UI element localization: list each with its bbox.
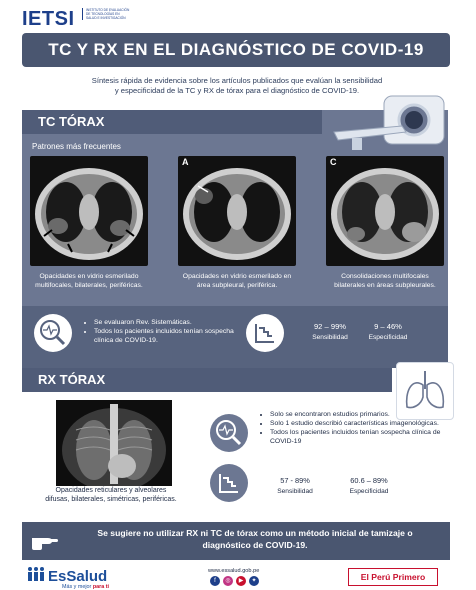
- youtube-icon[interactable]: ▶: [236, 576, 246, 586]
- rx-caption: [26, 486, 196, 504]
- ct-caption-3: [320, 272, 450, 290]
- ct-image-subpleural: [178, 156, 296, 266]
- magnifier-pulse-icon: [34, 314, 72, 352]
- tc-patterns-subtitle: Patrones más frecuentes: [32, 142, 121, 151]
- twitter-icon[interactable]: ✦: [249, 576, 259, 586]
- tc-specificity-value: 9 – 46%: [374, 322, 402, 331]
- magnifier-pulse-icon: [210, 414, 248, 452]
- rx-bullet-3: • Todos los pacientes incluidos tenían sospecha clínica de COVID-19: [270, 428, 450, 446]
- rx-caption-line-1: Opacidades reticulares y alveolares: [55, 487, 167, 494]
- ct-image-consolidation: [326, 156, 444, 266]
- rx-sensitivity-value: 57 - 89%: [280, 476, 310, 485]
- ct-caption-3-line-2: bilaterales en áreas subpleurales.: [334, 282, 436, 289]
- essalud-logo[interactable]: EsSalud: [48, 568, 108, 585]
- rx-sensitivity-label: Sensibilidad: [277, 488, 313, 495]
- tagline-part-a: Más y mejor: [62, 584, 93, 590]
- recommendation-line-2: diagnóstico de COVID-19.: [202, 540, 308, 550]
- rx-bullets: [262, 410, 450, 446]
- instagram-icon[interactable]: ◎: [223, 576, 233, 586]
- rx-specificity-value: 60.6 – 89%: [350, 476, 388, 485]
- ct-scanner-icon: [332, 92, 450, 152]
- ietsi-logo: IETSI: [22, 8, 75, 30]
- rx-section-title: RX TÓRAX: [38, 372, 106, 387]
- tc-bullet-2: • Todos los pacientes incluidos tenían sospecha clínica de COVID-19.: [94, 327, 244, 345]
- ct-image-label-a: A: [182, 157, 189, 167]
- ct-caption-2-line-2: área subpleural, periférica.: [196, 282, 278, 289]
- stairs-chart-icon: [210, 464, 248, 502]
- tc-bullets: [86, 318, 244, 345]
- pointing-hand-icon: [30, 530, 60, 552]
- tc-bullet-1: • Se evaluaron Rev. Sistemáticas.: [94, 318, 244, 327]
- ct-caption-1: [24, 272, 154, 290]
- ietsi-logo-subtitle: INSTITUTO DE EVALUACIÓN DE TECNOLOGÍAS EN SALUD E INVESTIGACIÓN: [82, 8, 130, 20]
- ct-caption-1-line-2: multifocales, bilaterales, periféricas.: [35, 282, 143, 289]
- ct-caption-3-line-1: Consolidaciones multifocales: [341, 273, 429, 280]
- rx-caption-line-2: difusas, bilaterales, simétricas, periféricas.: [45, 496, 177, 503]
- website-link[interactable]: www.essalud.gob.pe: [208, 568, 260, 574]
- intro-line-1: Síntesis rápida de evidencia sobre los artículos publicados que evalúan la sensibilidad: [91, 76, 383, 85]
- ct-image-bilateral: [30, 156, 148, 266]
- essalud-logo-figures: [26, 566, 46, 582]
- ct-caption-1-line-1: Opacidades en vidrio esmerilado: [39, 273, 139, 280]
- ct-image-label-c: C: [330, 157, 337, 167]
- essalud-tagline: [62, 584, 109, 590]
- tagline-part-b: para ti: [92, 584, 110, 590]
- tc-specificity-label: Especificidad: [368, 334, 408, 341]
- ct-caption-2: [172, 272, 302, 290]
- tc-section-title: TC TÓRAX: [38, 114, 105, 129]
- page-title: TC Y RX EN EL DIAGNÓSTICO DE COVID-19: [48, 40, 424, 59]
- tc-sensitivity-value: 92 – 99%: [313, 322, 347, 331]
- tc-sensitivity-label: Sensibilidad: [312, 334, 348, 341]
- el-peru-primero-logo: El Perú Primero: [348, 568, 438, 586]
- chest-xray-image: [56, 400, 172, 486]
- facebook-icon[interactable]: f: [210, 576, 220, 586]
- recommendation-text: [70, 527, 440, 551]
- rx-specificity-label: Especificidad: [349, 488, 389, 495]
- recommendation-line-1: Se sugiere no utilizar RX ni TC de tórax como un método inicial de tamizaje o: [97, 528, 413, 538]
- stairs-chart-icon: [246, 314, 284, 352]
- rx-bullet-1: • Solo se encontraron estudios primarios.: [270, 410, 450, 419]
- ct-caption-2-line-1: Opacidades en vidrio esmerilado en: [182, 273, 292, 280]
- rx-bullet-2: • Solo 1 estudio describió características imagenológicas.: [270, 419, 450, 428]
- intro-line-2: y especificidad de la TC y RX de tórax para el diagnóstico de COVID-19.: [114, 86, 360, 95]
